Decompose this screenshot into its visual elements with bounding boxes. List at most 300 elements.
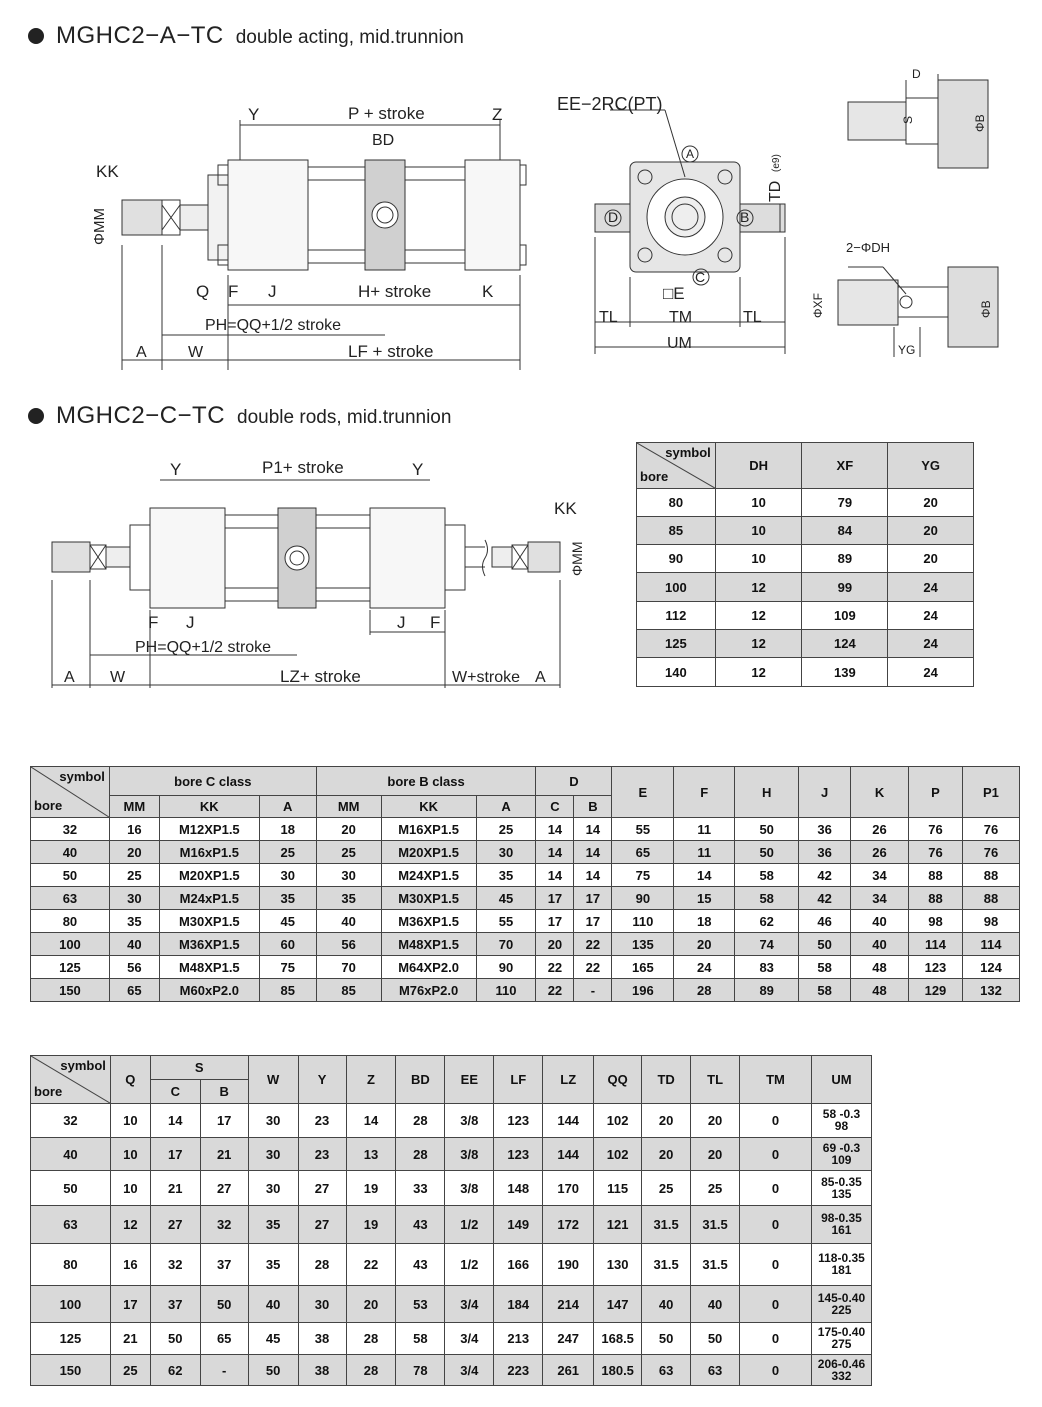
table-cell: 88: [908, 887, 962, 910]
tm-value: 275: [831, 1337, 852, 1351]
label-detail-b: ΦB: [973, 114, 987, 132]
table2-sub-header: KK: [159, 796, 259, 818]
label-detail-s: S: [901, 115, 915, 124]
table-cell: 70: [476, 933, 536, 956]
table-cell: 17: [200, 1104, 248, 1138]
table-cell: 114: [962, 933, 1019, 956]
label-end-um: UM: [667, 335, 692, 352]
table-cell: 89: [802, 545, 888, 573]
table-cell: 58: [799, 956, 851, 979]
table-cell: 32: [200, 1206, 248, 1244]
label-a-j: J: [268, 282, 277, 301]
table-dimensions-1: [30, 766, 1020, 1002]
label-a-z: Z: [492, 105, 503, 124]
table-cell: 56: [316, 933, 381, 956]
table-cell: 24: [888, 630, 974, 658]
table-cell: 0: [740, 1244, 812, 1286]
table-cell: 19: [346, 1171, 396, 1206]
bore-cell: 150: [31, 979, 110, 1002]
table-cell: 85: [316, 979, 381, 1002]
bullet-icon: [28, 28, 44, 44]
table-row: [637, 573, 974, 602]
table-cell: 31.5: [642, 1206, 691, 1244]
bore-cell: 100: [31, 1286, 111, 1323]
table-cell: 28: [674, 979, 735, 1002]
table-cell: 30: [259, 864, 316, 887]
table-cell: 12: [110, 1206, 150, 1244]
table-cell: 50: [200, 1286, 248, 1323]
label-end-tm: TM: [669, 309, 693, 326]
table-cell: 32: [150, 1244, 200, 1286]
table-cell: 123: [494, 1104, 543, 1138]
table-cell: 48: [851, 979, 909, 1002]
table3-header-q: Q: [110, 1056, 150, 1104]
tm-value: 161: [831, 1223, 852, 1237]
table-cell: 88: [962, 887, 1019, 910]
table-cell: 74: [735, 933, 799, 956]
table-cell: 149: [494, 1206, 543, 1244]
table-row: [31, 818, 1020, 841]
tm-tolerance-upper: 118-0.35: [818, 1251, 865, 1265]
bore-cell: 125: [31, 1323, 111, 1355]
table-cell: 38: [298, 1323, 346, 1355]
table-cell: 3/8: [445, 1104, 494, 1138]
bore-cell: 80: [637, 489, 716, 517]
tm-tolerance-upper: 145-0.40: [817, 1290, 866, 1305]
table2-group-bore-b: bore B class: [316, 767, 536, 796]
table-cell: 42: [799, 887, 851, 910]
table-cell: 102: [594, 1138, 642, 1171]
table2-symbol: symbol: [59, 769, 105, 784]
bore-cell: 112: [637, 602, 716, 630]
table-cell: 22: [536, 956, 574, 979]
table-cell: 75: [259, 956, 316, 979]
table-cell: 12: [715, 602, 802, 630]
table3-header: BD: [396, 1056, 445, 1104]
table-cell: 25: [476, 818, 536, 841]
table-cell: 166: [494, 1244, 543, 1286]
label-a-q: Q: [196, 282, 210, 301]
table-cell: 3/8: [445, 1138, 494, 1171]
table-row: [31, 1286, 872, 1323]
bore-cell: 80: [31, 910, 110, 933]
bore-cell: 63: [31, 1206, 111, 1244]
table2-sub-header: MM: [109, 796, 159, 818]
table-cell: 88: [962, 864, 1019, 887]
table-cell: 25: [110, 1355, 150, 1386]
table2-sub-header: MM: [316, 796, 381, 818]
label-c-j1: J: [186, 613, 195, 632]
table-cell: 165: [612, 956, 674, 979]
table-cell: 31.5: [691, 1244, 740, 1286]
table-cell: 26: [851, 818, 909, 841]
table-cell: 30: [248, 1104, 298, 1138]
table-cell: 89: [735, 979, 799, 1002]
table1-body: [637, 489, 974, 687]
table-cell: 10: [715, 545, 802, 573]
table-cell: 3/4: [445, 1286, 494, 1323]
table-cell: 79: [802, 489, 888, 517]
table-cell: 10: [715, 489, 802, 517]
table-row: [31, 1355, 872, 1386]
table-cell: 190: [543, 1244, 594, 1286]
table-cell: 28: [396, 1104, 445, 1138]
label-c-j2: J: [397, 613, 406, 632]
table-cell: 30: [298, 1286, 346, 1323]
table-cell: 23: [298, 1104, 346, 1138]
table2-sub-header: B: [574, 796, 612, 818]
table-cell: 3/4: [445, 1355, 494, 1386]
table-cell: 20: [536, 933, 574, 956]
table-cell: 35: [248, 1206, 298, 1244]
table-cell: 20: [674, 933, 735, 956]
label-c-a2: A: [535, 669, 546, 686]
table2-bore: bore: [34, 798, 63, 813]
table-cell: 11: [674, 818, 735, 841]
table-cell: 42: [799, 864, 851, 887]
label-detail-b2: ΦB: [979, 300, 993, 318]
bore-cell: 63: [31, 887, 110, 910]
table-cell: 0: [740, 1138, 812, 1171]
table-cell: 0: [740, 1323, 812, 1355]
bore-cell: 125: [637, 630, 716, 658]
table-cell: 25: [316, 841, 381, 864]
table-cell: 40: [642, 1286, 691, 1323]
table1-symbol: symbol: [665, 445, 711, 460]
table-cell: 20: [691, 1138, 740, 1171]
bore-cell: 40: [31, 841, 110, 864]
label-end-tl2: TL: [743, 309, 762, 326]
table-cell: 25: [691, 1171, 740, 1206]
table2-header: J: [799, 767, 851, 818]
table-row: [31, 1206, 872, 1244]
table3-sub-header-b: B: [200, 1080, 248, 1104]
section-a-model: MGHC2−A−TC: [56, 22, 224, 49]
table2-header: E: [612, 767, 674, 818]
table-cell: 22: [346, 1244, 396, 1286]
label-ee: EE−2RC(PT): [557, 94, 663, 114]
table-cell: 213: [494, 1323, 543, 1355]
table-row: [31, 1171, 872, 1206]
label-detail-d: D: [912, 67, 921, 81]
table-cell: 36: [799, 818, 851, 841]
table-cell: 62: [735, 910, 799, 933]
table-cell: 43: [396, 1244, 445, 1286]
table-cell: 14: [536, 864, 574, 887]
tm-value: 135: [831, 1186, 852, 1201]
table-cell: 35: [109, 910, 159, 933]
table-cell: 168.5: [594, 1323, 642, 1355]
table-cell: [811, 1323, 871, 1355]
table-row: [637, 489, 974, 517]
table-cell: 124: [802, 630, 888, 658]
bore-cell: 40: [31, 1138, 111, 1171]
table-cell: 98: [962, 910, 1019, 933]
table-cell: 109: [802, 602, 888, 630]
table-cell: 15: [674, 887, 735, 910]
table-cell: 0: [740, 1206, 812, 1244]
table-cell: 124: [962, 956, 1019, 979]
table-cell: 31.5: [691, 1206, 740, 1244]
table-cell: 58: [799, 979, 851, 1002]
table2-header: K: [851, 767, 909, 818]
table-cell: 17: [574, 887, 612, 910]
table-cell: 14: [150, 1104, 200, 1138]
table-cell: 30: [316, 864, 381, 887]
table-cell: 38: [298, 1355, 346, 1386]
table2-sub-header: A: [476, 796, 536, 818]
table1-header: YG: [888, 443, 974, 489]
label-c-ws: W+stroke: [452, 669, 521, 686]
table-cell: 30: [109, 887, 159, 910]
table-cell: 12: [715, 658, 802, 687]
table-cell: 35: [316, 887, 381, 910]
table2-header: P1: [962, 767, 1019, 818]
table-cell: 20: [346, 1286, 396, 1323]
table-cell: 17: [536, 887, 574, 910]
table-cell: 22: [574, 956, 612, 979]
table-cell: 115: [594, 1171, 642, 1206]
table-cell: [811, 1206, 871, 1244]
label-end-e: □E: [663, 284, 685, 303]
table-cell: 45: [476, 887, 536, 910]
table3-header: TL: [691, 1056, 740, 1104]
table-cell: [811, 1286, 871, 1323]
table3-header: LF: [494, 1056, 543, 1104]
table-cell: 50: [248, 1355, 298, 1386]
table-cell: 123: [494, 1138, 543, 1171]
table-cell: 20: [316, 818, 381, 841]
table-cell: 46: [799, 910, 851, 933]
bore-cell: 32: [31, 818, 110, 841]
bore-cell: 125: [31, 956, 110, 979]
table-cell: 58: [396, 1323, 445, 1355]
table-cell: 45: [259, 910, 316, 933]
table-cell: 148: [494, 1171, 543, 1206]
table-cell: M20XP1.5: [381, 841, 476, 864]
label-c-y1: Y: [170, 460, 182, 479]
label-detail-xf: ΦXF: [811, 293, 825, 318]
table-cell: 55: [612, 818, 674, 841]
table1-header: XF: [802, 443, 888, 489]
table3-corner: [31, 1056, 111, 1104]
table-cell: 10: [715, 517, 802, 545]
table-cell: 170: [543, 1171, 594, 1206]
table-cell: 24: [888, 573, 974, 602]
table-cell: 30: [476, 841, 536, 864]
table-cell: 78: [396, 1355, 445, 1386]
table-cell: 123: [908, 956, 962, 979]
table-cell: 214: [543, 1286, 594, 1323]
tm-value: 181: [831, 1263, 852, 1277]
label-a-lf: LF + stroke: [348, 342, 434, 361]
table-cell: 20: [642, 1104, 691, 1138]
table-cell: 180.5: [594, 1355, 642, 1386]
tm-tolerance-upper: 98-0.35: [821, 1211, 862, 1225]
bore-cell: 150: [31, 1355, 111, 1386]
table-cell: 31.5: [642, 1244, 691, 1286]
table-cell: 58: [735, 887, 799, 910]
table-cell: 40: [851, 933, 909, 956]
table-cell: 63: [642, 1355, 691, 1386]
bore-cell: 50: [31, 864, 110, 887]
table3-header: Z: [346, 1056, 396, 1104]
label-end-d: D: [608, 209, 619, 225]
table-cell: 223: [494, 1355, 543, 1386]
label-c-f1: F: [148, 613, 159, 632]
table3-bore: bore: [34, 1084, 63, 1099]
label-detail-yg: YG: [898, 343, 916, 357]
table-cell: 102: [594, 1104, 642, 1138]
table-cell: 27: [150, 1206, 200, 1244]
table-row: [31, 910, 1020, 933]
table-cell: 25: [642, 1171, 691, 1206]
bullet-icon: [28, 408, 44, 424]
section-a-desc: double acting, mid.trunnion: [235, 27, 464, 48]
table-cell: 144: [543, 1104, 594, 1138]
table-cell: 0: [740, 1171, 812, 1206]
table-cell: 22: [536, 979, 574, 1002]
table-cell: 50: [691, 1323, 740, 1355]
table1-bore: bore: [640, 469, 669, 484]
table-cell: 3/8: [445, 1171, 494, 1206]
bore-cell: 90: [637, 545, 716, 573]
table2-sub-header: KK: [381, 796, 476, 818]
bore-cell: 80: [31, 1244, 111, 1286]
tm-tolerance-upper: 58 -0.3: [822, 1107, 861, 1121]
table-cell: M76xP2.0: [381, 979, 476, 1002]
label-c-y2: Y: [412, 460, 424, 479]
table-cell: 139: [802, 658, 888, 687]
label-a-k: K: [482, 282, 494, 301]
table-cell: 84: [802, 517, 888, 545]
table-cell: 75: [612, 864, 674, 887]
table-cell: 147: [594, 1286, 642, 1323]
table-cell: 21: [110, 1323, 150, 1355]
table-cell: 0: [740, 1355, 812, 1386]
table-cell: 35: [259, 887, 316, 910]
table-row: [637, 658, 974, 687]
table-cell: M16XP1.5: [381, 818, 476, 841]
label-a-y: Y: [248, 105, 260, 124]
table-cell: 50: [735, 818, 799, 841]
table-cell: 62: [150, 1355, 200, 1386]
tm-tolerance-upper: 85-0.35: [821, 1174, 862, 1189]
table2-header: H: [735, 767, 799, 818]
table-cell: 18: [259, 818, 316, 841]
label-end-c: C: [695, 269, 706, 285]
table-cell: 10: [110, 1171, 150, 1206]
label-end-a: A: [686, 147, 695, 161]
table-cell: 16: [110, 1244, 150, 1286]
table2-corner: [31, 767, 110, 818]
table-dimensions-2: [30, 1055, 872, 1386]
table-cell: 16: [109, 818, 159, 841]
table-row: [31, 1104, 872, 1138]
label-a-p: P + stroke: [348, 104, 425, 123]
table-cell: 83: [735, 956, 799, 979]
tm-value: 332: [831, 1368, 852, 1383]
label-a-mm: ΦMM: [91, 208, 108, 245]
table-cell: 36: [799, 841, 851, 864]
table-cell: 12: [715, 573, 802, 602]
label-end-tl1: TL: [599, 309, 618, 326]
label-end-td-e9: (e9): [771, 154, 782, 172]
tm-value: 98: [834, 1119, 849, 1133]
table-cell: 28: [346, 1355, 396, 1386]
table2-header: P: [908, 767, 962, 818]
table-cell: 56: [109, 956, 159, 979]
table-cell: 172: [543, 1206, 594, 1244]
table-row: [31, 864, 1020, 887]
table-cell: 28: [396, 1138, 445, 1171]
table-cell: 130: [594, 1244, 642, 1286]
label-c-lz: LZ+ stroke: [280, 667, 361, 686]
label-c-w: W: [110, 669, 126, 686]
table-cell: 21: [200, 1138, 248, 1171]
table1-header: DH: [715, 443, 802, 489]
table-cell: 17: [536, 910, 574, 933]
table-cell: 1/2: [445, 1206, 494, 1244]
table-row: [31, 1138, 872, 1171]
table-cell: 40: [691, 1286, 740, 1323]
table-cell: 85: [259, 979, 316, 1002]
table-dh-xf-yg: [636, 442, 974, 687]
table-cell: 45: [248, 1323, 298, 1355]
table-row: [637, 602, 974, 630]
table-cell: 135: [612, 933, 674, 956]
label-c-p1: P1+ stroke: [262, 458, 344, 477]
table-cell: 3/4: [445, 1323, 494, 1355]
table-cell: 90: [612, 887, 674, 910]
table-cell: 0: [740, 1286, 812, 1323]
table-cell: 20: [888, 517, 974, 545]
table-cell: 50: [150, 1323, 200, 1355]
table-cell: M16xP1.5: [159, 841, 259, 864]
table-cell: 184: [494, 1286, 543, 1323]
table-cell: 196: [612, 979, 674, 1002]
table-cell: 14: [674, 864, 735, 887]
table-cell: 14: [346, 1104, 396, 1138]
drawing-a-detail: [808, 62, 1008, 362]
table-cell: 65: [200, 1323, 248, 1355]
table-cell: 0: [740, 1104, 812, 1138]
label-c-mm: ΦMM: [569, 541, 585, 576]
tm-tolerance-upper: 175-0.40: [817, 1325, 866, 1339]
label-c-f2: F: [430, 613, 441, 632]
table-cell: 48: [851, 956, 909, 979]
table3-symbol: symbol: [60, 1058, 106, 1073]
drawing-c-side: [30, 450, 610, 695]
table3-header: TM: [740, 1056, 812, 1104]
table-cell: M30XP1.5: [381, 887, 476, 910]
drawing-a-side: [80, 95, 540, 375]
table-row: [31, 1244, 872, 1286]
table-cell: M48XP1.5: [159, 956, 259, 979]
table-cell: 17: [110, 1286, 150, 1323]
table-cell: 26: [851, 841, 909, 864]
label-a-f: F: [228, 282, 239, 301]
label-c-kk: KK: [554, 499, 577, 518]
table-cell: 24: [888, 602, 974, 630]
table-cell: 70: [316, 956, 381, 979]
table-cell: [811, 1171, 871, 1206]
table-cell: [811, 1138, 871, 1171]
table-cell: 58: [735, 864, 799, 887]
table3-sub-header-c: C: [150, 1080, 200, 1104]
table-cell: 34: [851, 887, 909, 910]
table-cell: 40: [851, 910, 909, 933]
